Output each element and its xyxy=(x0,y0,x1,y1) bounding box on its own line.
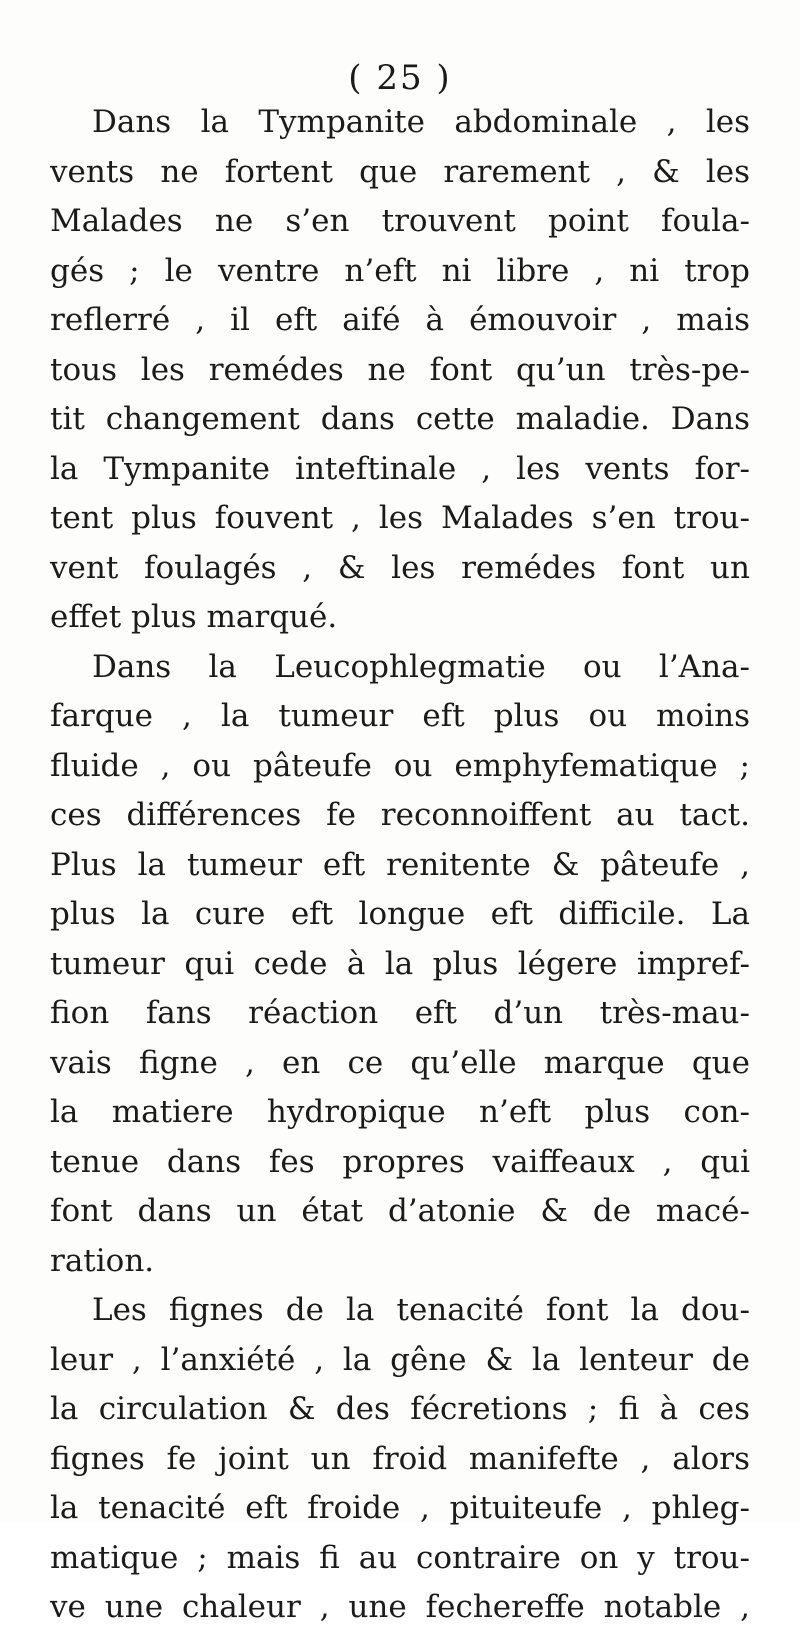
text-line: vent foulagés , & les remédes font un xyxy=(50,549,750,586)
text-line: fion fans réaction eft d’un très-mau- xyxy=(50,995,750,1031)
text-line: Malades ne s’en trouvent point foula- xyxy=(50,203,750,239)
text-line: tent plus fouvent , les Malades s’en trou- xyxy=(50,500,750,536)
text-line: Dans la Tympanite abdominale , les xyxy=(92,104,750,140)
page-number: ( 25 ) xyxy=(348,58,452,98)
text-line: farque , la tumeur eft plus ou moins xyxy=(50,698,750,734)
text-line: font dans un état d’atonie & de macé- xyxy=(50,1193,750,1229)
text-line: ces différences fe reconnoiffent au tact. xyxy=(50,797,750,833)
text-line: plus la cure eft longue eft difficile. La xyxy=(50,896,750,932)
text-line: Les fignes de la tenacité font la dou- xyxy=(92,1292,750,1328)
text-line: matique ; mais fi au contraire on y trou- xyxy=(50,1539,750,1576)
text-line: leur , l’anxiété , la gêne & la lenteur de xyxy=(50,1341,750,1378)
text-line: tenue dans fes propres vaiffeaux , qui xyxy=(50,1143,750,1180)
text-line: ration. xyxy=(50,1242,155,1279)
text-line: tumeur qui cede à la plus légere impref- xyxy=(50,945,750,982)
text-line: tit changement dans cette maladie. Dans xyxy=(50,401,750,437)
body-text xyxy=(50,98,750,1633)
text-line: effet plus marqué. xyxy=(50,599,338,635)
text-line: gés ; le ventre n’eft ni libre , ni trop xyxy=(50,252,750,289)
text-line: la matiere hydropique n’eft plus con- xyxy=(50,1094,750,1130)
text-line: Plus la tumeur eft renitente & pâteufe , xyxy=(50,846,750,883)
text-line: tous les remédes ne font qu’un très-pe- xyxy=(50,351,750,388)
text-line: fignes fe joint un froid manifefte , alors xyxy=(50,1440,750,1477)
text-line: vents ne fortent que rarement , & les xyxy=(50,153,750,190)
text-line: Dans la Leucophlegmatie ou l’Ana- xyxy=(92,648,750,685)
text-line: la tenacité eft froide , pituiteufe , phleg- xyxy=(50,1490,750,1526)
text-line: vais figne , en ce qu’elle marque que xyxy=(50,1044,750,1081)
text-line: reflerré , il eft aifé à émouvoir , mais xyxy=(50,302,750,338)
text-line: la circulation & des fécretions ; fi à ces xyxy=(50,1391,750,1427)
text-line: ve une chaleur , une fechereffe notable , xyxy=(50,1589,750,1625)
text-line: la Tympanite inteftinale , les vents for- xyxy=(50,450,750,487)
text-line: fluide , ou pâteufe ou emphyfematique ; xyxy=(50,747,750,784)
